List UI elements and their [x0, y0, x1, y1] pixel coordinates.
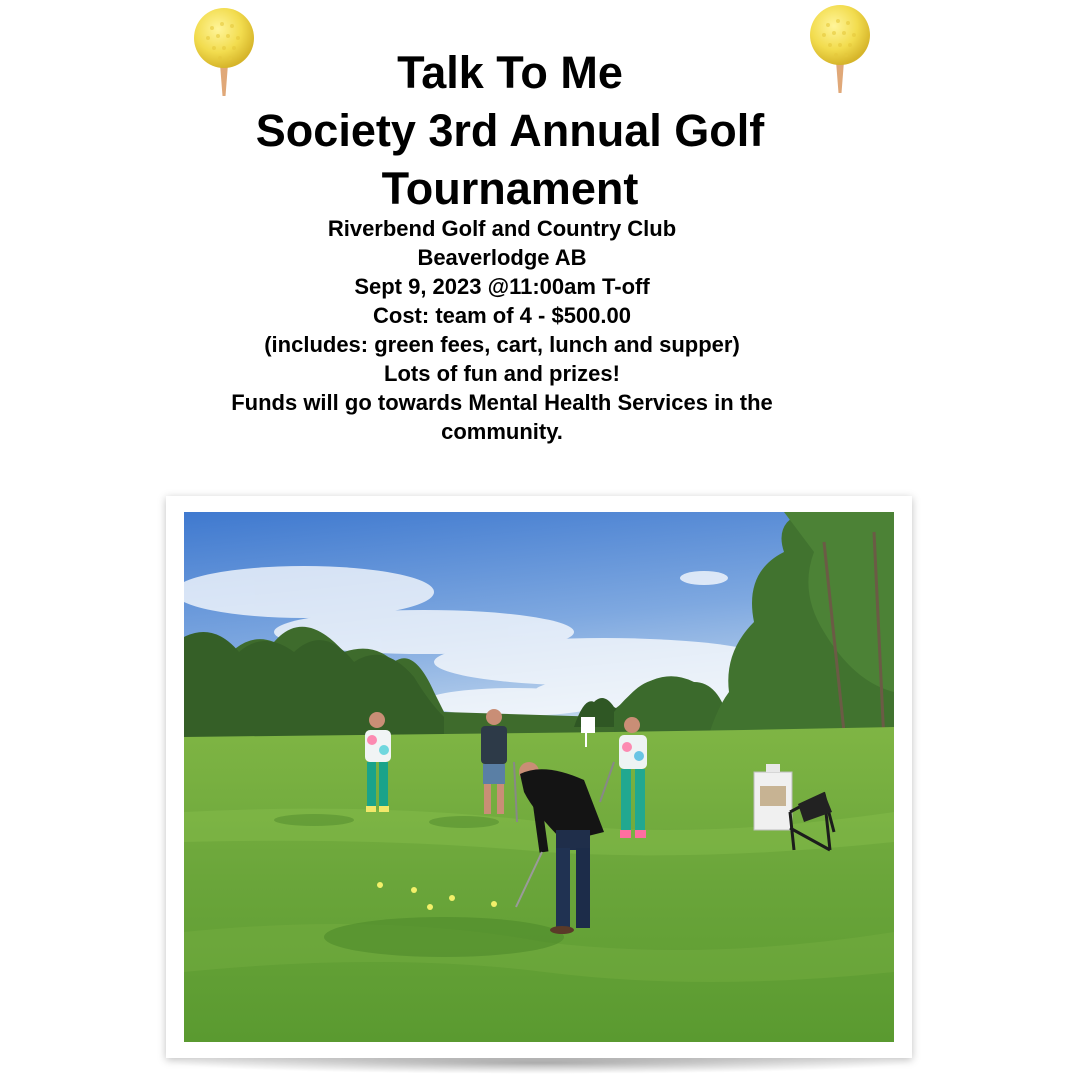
- cost-text: Cost: team of 4 - $500.00: [373, 303, 631, 328]
- golf-course-photo: [184, 512, 894, 1042]
- event-details: [140, 214, 864, 446]
- title-line-1: Talk To Me: [397, 47, 623, 98]
- funds-text-line-1: Funds will go towards Mental Health Services in the: [231, 390, 773, 415]
- photo-frame: [166, 496, 912, 1058]
- title-line-3: Tournament: [381, 163, 639, 214]
- location-text: Beaverlodge AB: [417, 245, 587, 270]
- title-line-2: Society 3rd Annual Golf: [255, 105, 765, 156]
- funds-text-line-2: community.: [441, 419, 563, 444]
- date-time-text: Sept 9, 2023 @11:00am T-off: [354, 274, 650, 299]
- poster-title: [150, 44, 870, 218]
- venue-text: Riverbend Golf and Country Club: [327, 216, 677, 241]
- fun-text: Lots of fun and prizes!: [384, 361, 620, 386]
- includes-text: (includes: green fees, cart, lunch and supper): [264, 332, 740, 357]
